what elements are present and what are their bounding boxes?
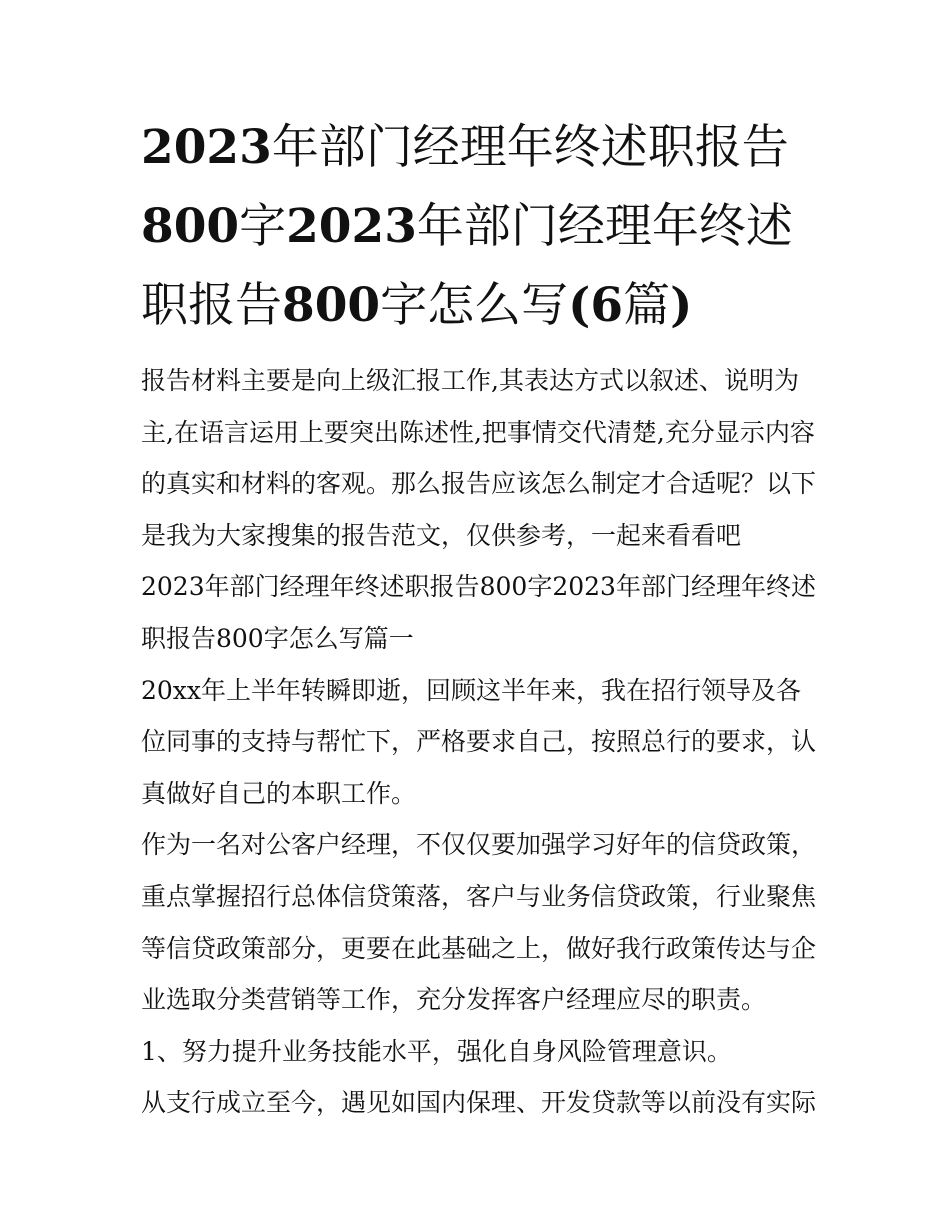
body-paragraph: 作为一名对公客户经理，不仅仅要加强学习好年的信贷政策，重点掌握招行总体信贷策落，客户与业务信贷政策，行业聚焦等信贷政策部分，更要在此基础之上，做好我行政策传达与企业选取分类营销等工作，充分发挥客户经理应尽的职责。 bbox=[141, 830, 817, 1015]
body-paragraph: 20xx年上半年转瞬即逝，回顾这半年来，我在招行领导及各位同事的支持与帮忙下，严格要求自己，按照总行的要求，认真做好自己的本职工作。 bbox=[141, 675, 817, 808]
section-heading: 2023年部门经理年终述职报告800字2023年部门经理年终述职报告800字怎么写篇一 bbox=[141, 572, 816, 653]
body-paragraph: 从支行成立至今，遇见如国内保理、开发贷款等以前没有实际 bbox=[141, 1088, 817, 1118]
document-page bbox=[141, 108, 816, 1129]
intro-paragraph: 报告材料主要是向上级汇报工作,其表达方式以叙述、说明为主,在语言运用上要突出陈述性,把事情交代清楚,充分显示内容的真实和材料的客观。那么报告应该怎么制定才合适呢？以下是我为大家搜集的报告范文，仅供参考，一起来看看吧 bbox=[141, 366, 817, 550]
document-title: 2023年部门经理年终述职报告800字2023年部门经理年终述职报告800字怎么写(6篇) bbox=[141, 120, 793, 333]
list-item-heading: 1、努力提升业务技能水平，强化自身风险管理意识。 bbox=[141, 1036, 732, 1066]
